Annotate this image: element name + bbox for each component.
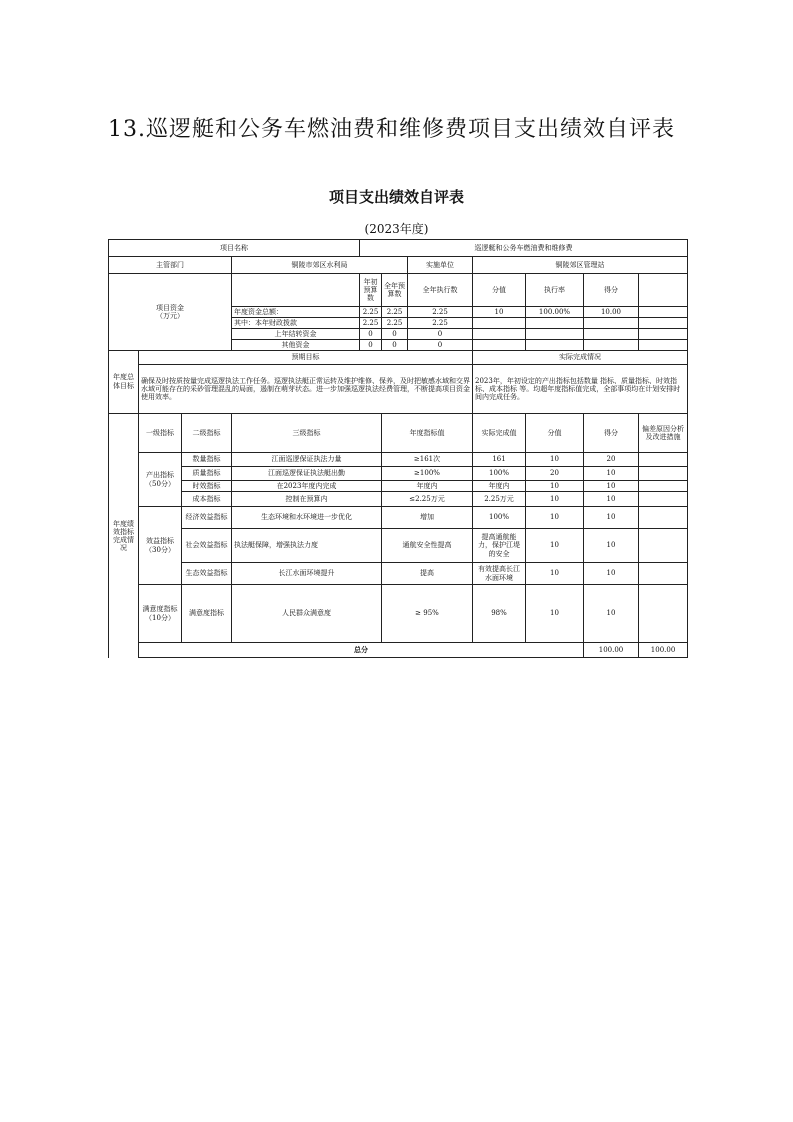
funds-row-extra (639, 329, 688, 340)
perf-score: 10 (584, 529, 639, 563)
funds-row-full: 0 (382, 340, 408, 351)
goal-actual: 2023年，年初设定的产出指标包括数量 指标、质量指标、时效指标、成本指标 等。均超年度指标值完成，全部事项均在计划安排时间内完成任务。 (473, 365, 688, 414)
perf-value: 10 (526, 481, 584, 492)
funds-row-rate (526, 340, 584, 351)
impl-label: 实施单位 (408, 257, 473, 274)
perf-reason (639, 585, 688, 643)
table-row (109, 274, 688, 307)
table-row (109, 453, 688, 467)
perf-l2: 经济效益指标 (182, 507, 232, 529)
funds-row-label: 其中：本年财政拨款 (232, 318, 360, 329)
perf-target: 通航安全性提高 (382, 529, 473, 563)
perf-value: 20 (526, 467, 584, 481)
funds-row-full: 2.25 (382, 307, 408, 318)
perf-value: 10 (526, 492, 584, 507)
funds-rate-header: 执行率 (526, 274, 584, 307)
funds-row-budget: 0 (360, 340, 382, 351)
table-row (109, 240, 688, 257)
perf-score: 10 (584, 467, 639, 481)
funds-row-full: 0 (382, 329, 408, 340)
perf-actual-header: 实际完成值 (473, 414, 526, 453)
total-value: 100.00 (584, 643, 639, 658)
table-row (109, 351, 688, 365)
funds-row-exec: 0 (408, 340, 473, 351)
funds-row-value: 10 (473, 307, 526, 318)
funds-row-rate: 100.00% (526, 307, 584, 318)
funds-exec-header: 全年执行数 (408, 274, 473, 307)
perf-l3-header: 三级指标 (232, 414, 382, 453)
perf-value: 10 (526, 529, 584, 563)
table-row (109, 585, 688, 643)
total-score: 100.00 (639, 643, 688, 658)
funds-row-value (473, 329, 526, 340)
perf-l2: 质量指标 (182, 467, 232, 481)
perf-l3: 人民群众满意度 (232, 585, 382, 643)
funds-full-budget-header: 全年预算数 (382, 274, 408, 307)
table-row (109, 467, 688, 481)
funds-row-budget: 2.25 (360, 307, 382, 318)
funds-extra (639, 274, 688, 307)
perf-score: 10 (584, 507, 639, 529)
funds-row-value (473, 318, 526, 329)
funds-row-label: 其他资金 (232, 340, 360, 351)
funds-row-budget: 0 (360, 329, 382, 340)
perf-target: ≤2.25万元 (382, 492, 473, 507)
goal-actual-header: 实际完成情况 (473, 351, 688, 365)
funds-row-extra (639, 318, 688, 329)
perf-reason (639, 492, 688, 507)
goal-label: 年度总体目标 (109, 351, 139, 414)
perf-value: 10 (526, 585, 584, 643)
perf-score: 20 (584, 453, 639, 467)
table-row (109, 529, 688, 563)
funds-row-extra (639, 340, 688, 351)
self-evaluation-table (108, 239, 688, 658)
perf-actual: 2.25万元 (473, 492, 526, 507)
project-name-label: 项目名称 (109, 240, 360, 257)
goal-expected: 确保及时按质按量完成巡逻执法工作任务。巡逻执法艇正常运转及维护维修、保养，及时把敏感水域和交界水域可能存在的采砂管理混乱的局面，遏制在萌芽状态。进一步加强巡逻执法经费管理，不断提高项目资金使用效率。 (139, 365, 473, 414)
page-heading: 13.巡逻艇和公务车燃油费和维修费项目支出绩效自评表 (108, 117, 675, 142)
perf-l2: 生态效益指标 (182, 563, 232, 585)
funds-value-header: 分值 (473, 274, 526, 307)
perf-actual: 161 (473, 453, 526, 467)
perf-label: 年度绩效指标完成情况 (109, 414, 139, 658)
perf-actual: 年度内 (473, 481, 526, 492)
perf-reason-header: 偏差原因分析及改进措施 (639, 414, 688, 453)
perf-actual: 提高通航能力，保护江堤的安全 (473, 529, 526, 563)
perf-reason (639, 481, 688, 492)
perf-target: 提高 (382, 563, 473, 585)
perf-l3: 执法艇保障，增强执法力度 (232, 529, 382, 563)
funds-row-score (584, 318, 639, 329)
perf-l3: 长江水面环境提升 (232, 563, 382, 585)
perf-l2: 社会效益指标 (182, 529, 232, 563)
funds-row-rate (526, 318, 584, 329)
table-year: (2023年度) (364, 222, 429, 236)
funds-label: 项目资金 （万元） (109, 274, 232, 351)
perf-l2-header: 二级指标 (182, 414, 232, 453)
perf-l2: 成本指标 (182, 492, 232, 507)
perf-score: 10 (584, 585, 639, 643)
perf-score: 10 (584, 481, 639, 492)
perf-l3: 生态环境和水环境进一步优化 (232, 507, 382, 529)
funds-row-exec: 0 (408, 329, 473, 340)
output-label: 产出指标 （50分） (139, 453, 182, 507)
perf-l2: 满意度指标 (182, 585, 232, 643)
funds-budget-header: 年初预算数 (360, 274, 382, 307)
funds-row-value (473, 340, 526, 351)
perf-target: ≥ 95% (382, 585, 473, 643)
perf-actual: 有效提高长江水面环境 (473, 563, 526, 585)
perf-value: 10 (526, 507, 584, 529)
perf-score-header: 得分 (584, 414, 639, 453)
benefit-label: 效益指标 （30分） (139, 507, 182, 585)
perf-l3: 控制在预算内 (232, 492, 382, 507)
perf-target: 年度内 (382, 481, 473, 492)
perf-target: 增加 (382, 507, 473, 529)
funds-row-budget: 2.25 (360, 318, 382, 329)
funds-row-exec: 2.25 (408, 318, 473, 329)
funds-blank (232, 274, 360, 307)
satisfaction-label: 满意度指标（10分） (139, 585, 182, 643)
perf-actual: 100% (473, 507, 526, 529)
perf-value: 10 (526, 453, 584, 467)
perf-l2: 数量指标 (182, 453, 232, 467)
perf-reason (639, 529, 688, 563)
funds-row-score (584, 329, 639, 340)
perf-score: 10 (584, 492, 639, 507)
impl-value: 铜陵郊区管理站 (473, 257, 688, 274)
perf-reason (639, 453, 688, 467)
perf-actual: 100% (473, 467, 526, 481)
table-row (109, 492, 688, 507)
perf-l3: 江面巡逻保证执法艇出勤 (232, 467, 382, 481)
table-row (109, 414, 688, 453)
goal-expected-header: 预期目标 (139, 351, 473, 365)
perf-l3: 江面巡逻保证执法力量 (232, 453, 382, 467)
funds-row-score (584, 340, 639, 351)
table-row (109, 481, 688, 492)
perf-actual: 98% (473, 585, 526, 643)
funds-row-label: 年度资金总额： (232, 307, 360, 318)
perf-reason (639, 507, 688, 529)
perf-score: 10 (584, 563, 639, 585)
funds-row-exec: 2.25 (408, 307, 473, 318)
perf-target: ≥100% (382, 467, 473, 481)
funds-score-header: 得分 (584, 274, 639, 307)
funds-row-label: 上年结转资金 (232, 329, 360, 340)
perf-value-header: 分值 (526, 414, 584, 453)
perf-l2: 时效指标 (182, 481, 232, 492)
table-row (109, 563, 688, 585)
table-row (109, 365, 688, 414)
dept-label: 主管部门 (109, 257, 232, 274)
table-row (109, 257, 688, 274)
funds-row-rate (526, 329, 584, 340)
project-name: 巡逻艇和公务车燃油费和维修费 (360, 240, 688, 257)
funds-row-full: 2.25 (382, 318, 408, 329)
table-row (109, 643, 688, 658)
perf-l3: 在2023年度内完成 (232, 481, 382, 492)
perf-reason (639, 467, 688, 481)
perf-reason (639, 563, 688, 585)
funds-row-score: 10.00 (584, 307, 639, 318)
dept-value: 铜陵市郊区水利局 (232, 257, 408, 274)
perf-target-header: 年度指标值 (382, 414, 473, 453)
table-title: 项目支出绩效自评表 (328, 188, 464, 206)
total-label: 总分 (139, 643, 584, 658)
perf-target: ≥161次 (382, 453, 473, 467)
table-row (109, 507, 688, 529)
perf-value: 10 (526, 563, 584, 585)
funds-row-extra (639, 307, 688, 318)
perf-l1-header: 一级指标 (139, 414, 182, 453)
